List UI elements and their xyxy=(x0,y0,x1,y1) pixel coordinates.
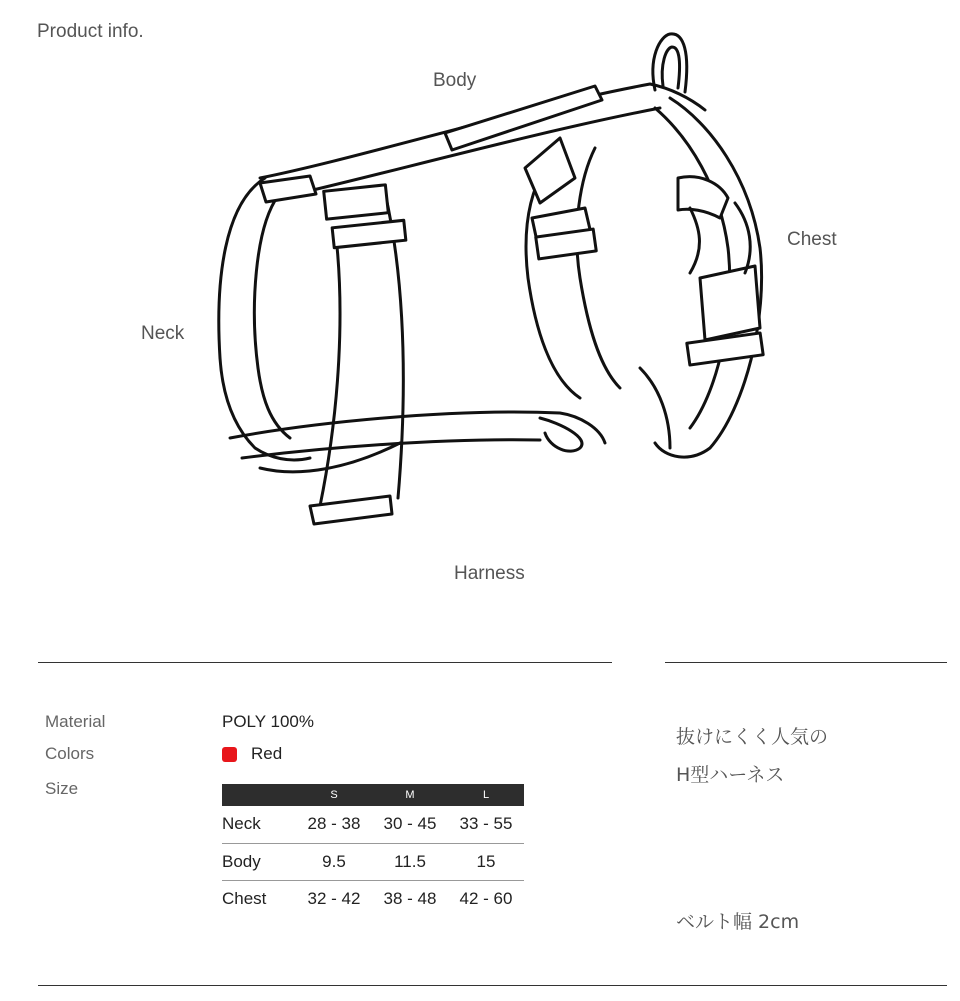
belt-width-note: ベルト幅 2cm xyxy=(676,911,800,933)
table-row xyxy=(222,843,524,880)
table-cell: 11.5 xyxy=(372,843,448,880)
table-cell: 32 - 42 xyxy=(296,880,372,917)
section-title: Product info. xyxy=(37,21,144,42)
size-table-header xyxy=(222,784,524,806)
harness-label: Harness xyxy=(454,563,525,584)
color-option xyxy=(222,744,282,764)
size-label: Size xyxy=(45,779,79,798)
row-label-body: Body xyxy=(222,843,296,880)
table-cell: 30 - 45 xyxy=(383,814,437,834)
divider-left xyxy=(38,662,612,663)
table-cell: 42 - 60 xyxy=(448,880,524,917)
harness-illustration xyxy=(200,28,790,538)
size-column-l: L xyxy=(482,789,490,801)
colors-label: Colors xyxy=(45,744,95,763)
table-cell: 28 - 38 xyxy=(307,814,361,834)
divider-right xyxy=(665,662,947,663)
row-label-neck: Neck xyxy=(222,814,261,834)
description-line-2: H型ハーネス xyxy=(676,764,785,786)
description-line-1: 抜けにくく人気の xyxy=(676,726,829,748)
table-row xyxy=(222,806,524,843)
color-name: Red xyxy=(251,744,283,763)
material-value: POLY 100% xyxy=(222,712,314,731)
table-row xyxy=(222,880,524,917)
table-cell: 15 xyxy=(448,843,524,880)
chest-label: Chest xyxy=(787,229,837,250)
material-label: Material xyxy=(45,712,106,731)
body-label: Body xyxy=(433,70,477,91)
size-column-s: S xyxy=(330,789,338,801)
size-table-corner xyxy=(222,784,296,806)
red-color-swatch xyxy=(222,747,237,762)
size-table xyxy=(222,784,524,917)
table-cell: 38 - 48 xyxy=(372,880,448,917)
table-cell: 33 - 55 xyxy=(459,814,513,834)
size-column-m: M xyxy=(405,789,415,801)
row-label-chest: Chest xyxy=(222,880,296,917)
table-cell: 9.5 xyxy=(296,843,372,880)
neck-label: Neck xyxy=(141,323,185,344)
divider-bottom xyxy=(38,985,947,986)
